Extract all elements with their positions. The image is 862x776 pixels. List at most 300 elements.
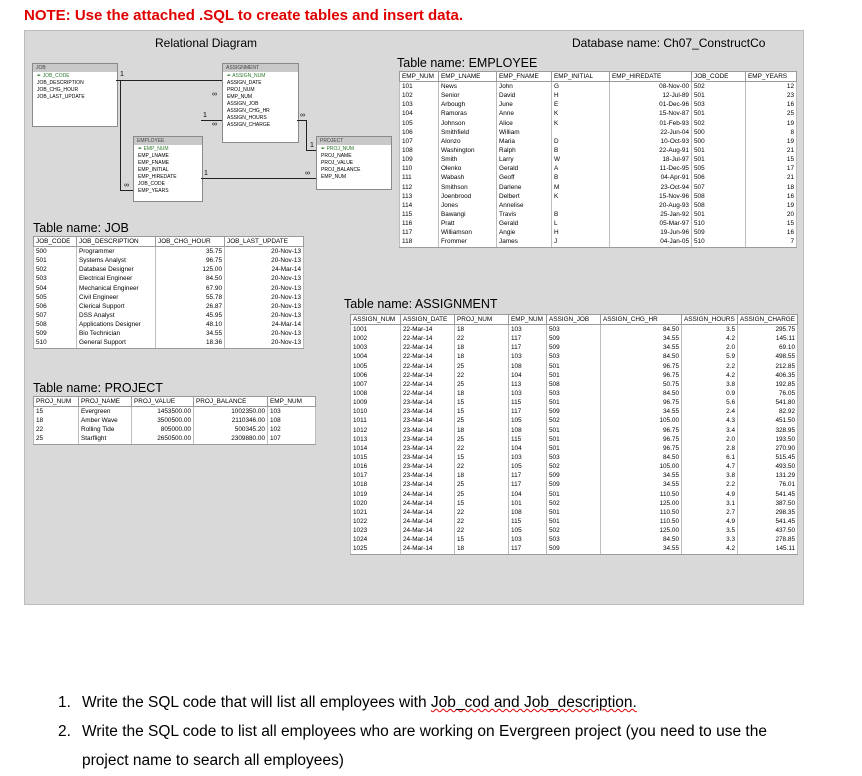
assignment-table: [350, 314, 798, 555]
column-header: EMP_NUM: [509, 315, 547, 325]
table-cell: 6.1: [682, 453, 738, 462]
table-cell: Smithfield: [439, 128, 497, 137]
table-row: [400, 155, 797, 164]
table-cell: 509: [692, 228, 746, 237]
table-cell: 3.8: [682, 471, 738, 480]
table-cell: 111: [400, 173, 439, 182]
table-cell: B: [552, 146, 610, 155]
relation-line: [297, 120, 306, 121]
table-row: [400, 91, 797, 100]
table-cell: 15: [455, 407, 509, 416]
table-cell: H: [552, 228, 610, 237]
table-cell: 212.85: [738, 362, 798, 371]
relational-diagram-heading: Relational Diagram: [155, 36, 258, 50]
table-row: [351, 380, 798, 389]
table-row: [400, 164, 797, 173]
column-header: EMP_LNAME: [439, 72, 497, 82]
table-cell: 20-Nov-13: [225, 338, 304, 348]
table-cell: 192.85: [738, 380, 798, 389]
table-cell: 96.75: [601, 362, 682, 371]
entity-field: EMP_YEARS: [138, 188, 169, 194]
table-cell: Electrical Engineer: [77, 274, 156, 283]
table-cell: 115: [400, 210, 439, 219]
table-row: [34, 274, 304, 283]
table-row: [400, 137, 797, 146]
table-cell: Bio Technician: [77, 329, 156, 338]
table-cell: W: [552, 155, 610, 164]
column-header: ASSIGN_DATE: [401, 315, 455, 325]
table-cell: 22-Mar-14: [401, 362, 455, 371]
question-text: [82, 688, 782, 717]
table-cell: 15-Nov-87: [610, 109, 692, 118]
table-cell: 508: [692, 201, 746, 210]
table-cell: 108: [509, 362, 547, 371]
table-cell: 18: [455, 471, 509, 480]
table-cell: 2.2: [682, 362, 738, 371]
table-cell: 76.05: [738, 389, 798, 398]
column-header: ASSIGN_HOURS: [682, 315, 738, 325]
table-cell: 1025: [351, 544, 401, 554]
cardinality-many: ∞: [212, 91, 217, 98]
table-row: [400, 100, 797, 109]
cardinality-one: 1: [310, 142, 314, 149]
table-cell: 501: [547, 435, 601, 444]
column-header: PROJ_NAME: [79, 397, 132, 407]
table-cell: 515.45: [738, 453, 798, 462]
entity-field: PROJ_BALANCE: [321, 167, 361, 173]
table-cell: 117: [509, 544, 547, 554]
table-cell: 67.90: [156, 284, 225, 293]
table-cell: 24-Mar-14: [401, 508, 455, 517]
table-cell: 34.55: [601, 343, 682, 352]
table-cell: 500345.20: [194, 425, 268, 434]
table-cell: 501: [547, 444, 601, 453]
table-cell: 0.9: [682, 389, 738, 398]
table-cell: 502: [34, 265, 77, 274]
table-row: [351, 398, 798, 407]
primary-key-field: ✒ JOB_CODE: [37, 73, 70, 79]
table-row: [400, 237, 797, 247]
table-cell: 12-Jul-89: [610, 91, 692, 100]
table-cell: 20-Nov-13: [225, 274, 304, 283]
table-cell: 84.50: [156, 274, 225, 283]
table-cell: 278.85: [738, 535, 798, 544]
table-cell: 105.00: [601, 462, 682, 471]
table-cell: 24-Mar-14: [401, 499, 455, 508]
table-cell: 108: [268, 416, 316, 425]
table-row: [400, 82, 797, 92]
table-cell: 23-Mar-14: [401, 480, 455, 489]
table-cell: 23-Oct-94: [610, 183, 692, 192]
table-cell: 501: [692, 109, 746, 118]
relation-line: [116, 80, 222, 81]
table-cell: 22-Mar-14: [401, 352, 455, 361]
cardinality-many: ∞: [124, 182, 129, 189]
table-cell: 4.2: [682, 334, 738, 343]
table-cell: 503: [547, 389, 601, 398]
table-cell: 1005: [351, 362, 401, 371]
table-cell: Amber Wave: [79, 416, 132, 425]
table-cell: Johnson: [439, 119, 497, 128]
table-cell: David: [497, 91, 552, 100]
table-cell: Williamson: [439, 228, 497, 237]
table-row: [351, 444, 798, 453]
table-cell: 107: [268, 434, 316, 444]
entity-field: JOB_CHG_HOUR: [37, 87, 79, 93]
table-cell: 451.50: [738, 416, 798, 425]
table-cell: Bawangi: [439, 210, 497, 219]
table-cell: DSS Analyst: [77, 311, 156, 320]
table-cell: Alonzo: [439, 137, 497, 146]
table-cell: 2309880.00: [194, 434, 268, 444]
table-row: [400, 201, 797, 210]
table-cell: 2.0: [682, 435, 738, 444]
table-cell: 22-Mar-14: [401, 325, 455, 335]
table-cell: 805000.00: [132, 425, 194, 434]
table-cell: 501: [547, 517, 601, 526]
table-row: [34, 311, 304, 320]
job-table: [33, 236, 304, 349]
table-cell: 501: [34, 256, 77, 265]
table-cell: K: [552, 109, 610, 118]
table-cell: 22: [455, 508, 509, 517]
table-row: [351, 416, 798, 425]
table-cell: 387.50: [738, 499, 798, 508]
table-cell: 19-Jun-96: [610, 228, 692, 237]
table-cell: Larry: [497, 155, 552, 164]
table-cell: 1024: [351, 535, 401, 544]
table-cell: 25: [455, 416, 509, 425]
table-row: [351, 480, 798, 489]
entity-project: [316, 136, 392, 190]
question-item: [58, 688, 804, 717]
table-cell: 501: [547, 426, 601, 435]
table-cell: Smithson: [439, 183, 497, 192]
table-cell: 1020: [351, 499, 401, 508]
table-cell: 503: [547, 453, 601, 462]
table-cell: 3.4: [682, 426, 738, 435]
table-cell: 15: [34, 407, 79, 417]
table-cell: 20-Nov-13: [225, 293, 304, 302]
table-cell: 08-Nov-00: [610, 82, 692, 92]
table-cell: 502: [547, 499, 601, 508]
question-number: 1.: [58, 694, 71, 711]
table-cell: 22-Mar-14: [401, 343, 455, 352]
table-cell: K: [552, 192, 610, 201]
table-cell: 509: [34, 329, 77, 338]
table-cell: [552, 201, 610, 210]
column-header: JOB_CHG_HOUR: [156, 237, 225, 247]
table-cell: 7: [746, 237, 797, 247]
question-number: 2.: [58, 723, 71, 740]
table-row: [351, 426, 798, 435]
table-cell: 102: [400, 91, 439, 100]
table-cell: 16: [746, 100, 797, 109]
column-header: ASSIGN_CHARGE: [738, 315, 798, 325]
table-cell: 96.75: [601, 398, 682, 407]
table-cell: 508: [547, 380, 601, 389]
table-cell: [552, 128, 610, 137]
table-cell: 106: [400, 128, 439, 137]
table-cell: Gerald: [497, 164, 552, 173]
table-cell: 24-Mar-14: [225, 265, 304, 274]
table-cell: 22-Mar-14: [401, 389, 455, 398]
table-cell: 20-Aug-93: [610, 201, 692, 210]
relation-line: [201, 178, 316, 179]
column-header: EMP_NUM: [268, 397, 316, 407]
table-cell: 69.10: [738, 343, 798, 352]
table-cell: 15-Nov-96: [610, 192, 692, 201]
table-cell: 510: [692, 219, 746, 228]
table-cell: 1017: [351, 471, 401, 480]
table-cell: 103: [509, 453, 547, 462]
table-cell: 105: [509, 416, 547, 425]
table-cell: 1023: [351, 526, 401, 535]
table-row: [351, 343, 798, 352]
table-cell: 04-Apr-91: [610, 173, 692, 182]
table-cell: 15: [746, 155, 797, 164]
table-row: [34, 284, 304, 293]
table-cell: 2.4: [682, 407, 738, 416]
table-cell: 501: [692, 146, 746, 155]
table-cell: Wabash: [439, 173, 497, 182]
table-cell: 24-Mar-14: [401, 517, 455, 526]
table-cell: 34.55: [601, 544, 682, 554]
table-row: [351, 462, 798, 471]
table-cell: Pratt: [439, 219, 497, 228]
table-cell: 23-Mar-14: [401, 444, 455, 453]
entity-field: EMP_NUM: [321, 174, 347, 180]
table-cell: 103: [268, 407, 316, 417]
table-cell: 24-Mar-14: [225, 320, 304, 329]
table-cell: 501: [547, 371, 601, 380]
table-cell: 5.6: [682, 398, 738, 407]
table-cell: 23-Mar-14: [401, 407, 455, 416]
table-cell: 1011: [351, 416, 401, 425]
table-cell: G: [552, 82, 610, 92]
table-cell: 1002350.00: [194, 407, 268, 417]
table-row: [351, 435, 798, 444]
table-cell: Arbough: [439, 100, 497, 109]
table-cell: 23-Mar-14: [401, 462, 455, 471]
table-row: [34, 338, 304, 348]
table-row: [400, 192, 797, 201]
table-cell: A: [552, 164, 610, 173]
table-cell: 101: [400, 82, 439, 92]
table-cell: 12: [746, 82, 797, 92]
cardinality-many: ∞: [300, 112, 305, 119]
table-row: [34, 434, 316, 444]
table-cell: 1016: [351, 462, 401, 471]
table-row: [400, 183, 797, 192]
table-cell: 20-Nov-13: [225, 247, 304, 257]
table-row: [351, 352, 798, 361]
table-cell: 508: [692, 192, 746, 201]
table-cell: Angie: [497, 228, 552, 237]
table-cell: E: [552, 100, 610, 109]
table-cell: 50.75: [601, 380, 682, 389]
table-cell: 1022: [351, 517, 401, 526]
table-cell: 125.00: [156, 265, 225, 274]
table-cell: 21: [746, 146, 797, 155]
table-cell: 2110346.00: [194, 416, 268, 425]
cardinality-many: ∞: [212, 121, 217, 128]
table-cell: 103: [509, 325, 547, 335]
table-cell: 18: [34, 416, 79, 425]
table-cell: 34.55: [601, 471, 682, 480]
table-cell: 34.55: [156, 329, 225, 338]
table-cell: Applications Designer: [77, 320, 156, 329]
table-cell: Annelise: [497, 201, 552, 210]
table-cell: 3.1: [682, 499, 738, 508]
table-cell: 17: [746, 164, 797, 173]
entity-field: PROJ_VALUE: [321, 160, 354, 166]
entity-field: ASSIGN_DATE: [227, 80, 262, 86]
table-cell: 18: [455, 352, 509, 361]
table-cell: Programmer: [77, 247, 156, 257]
table-cell: 500: [692, 128, 746, 137]
table-cell: 1008: [351, 389, 401, 398]
questions-list: [58, 688, 804, 775]
table-cell: 2.0: [682, 343, 738, 352]
table-cell: B: [552, 173, 610, 182]
table-cell: 108: [509, 426, 547, 435]
table-cell: 1002: [351, 334, 401, 343]
table-cell: 506: [34, 302, 77, 311]
table-row: [34, 293, 304, 302]
table-cell: 328.95: [738, 426, 798, 435]
table-cell: 23-Mar-14: [401, 416, 455, 425]
question-text-part: Write the SQL code that will list all employees with: [82, 694, 431, 711]
relation-line: [120, 190, 133, 191]
table-cell: 22-Mar-14: [401, 334, 455, 343]
table-cell: 96.75: [156, 256, 225, 265]
entity-employee: [133, 136, 203, 202]
column-header: PROJ_NUM: [34, 397, 79, 407]
table-cell: D: [552, 137, 610, 146]
table-cell: John: [497, 82, 552, 92]
table-cell: 20-Nov-13: [225, 302, 304, 311]
column-header: EMP_NUM: [400, 72, 439, 82]
table-cell: 108: [400, 146, 439, 155]
table-row: [351, 490, 798, 499]
table-cell: 504: [34, 284, 77, 293]
table-cell: 125.00: [601, 526, 682, 535]
table-cell: 24-Mar-14: [401, 490, 455, 499]
table-cell: Ramoras: [439, 109, 497, 118]
column-header: PROJ_BALANCE: [194, 397, 268, 407]
table-cell: Starflight: [79, 434, 132, 444]
table-cell: 25: [455, 380, 509, 389]
table-cell: 24-Mar-14: [401, 535, 455, 544]
table-cell: 104: [400, 109, 439, 118]
column-header: EMP_INITIAL: [552, 72, 610, 82]
entity-fields: [223, 72, 298, 130]
table-cell: 493.50: [738, 462, 798, 471]
column-header: PROJ_VALUE: [132, 397, 194, 407]
table-cell: 25-Jan-92: [610, 210, 692, 219]
entity-fields: [317, 145, 391, 182]
entity-field: JOB_DESCRIPTION: [37, 80, 84, 86]
table-cell: Civil Engineer: [77, 293, 156, 302]
table-cell: 22: [455, 444, 509, 453]
table-cell: M: [552, 183, 610, 192]
table-cell: 19: [746, 137, 797, 146]
table-cell: 104: [509, 444, 547, 453]
table-cell: 503: [547, 535, 601, 544]
table-cell: 82.92: [738, 407, 798, 416]
table-cell: 105: [400, 119, 439, 128]
entity-fields: [134, 145, 202, 196]
table-row: [351, 517, 798, 526]
entity-field: EMP_FNAME: [138, 160, 170, 166]
entity-field: JOB_LAST_UPDATE: [37, 94, 85, 100]
table-cell: 4.3: [682, 416, 738, 425]
table-cell: 16: [746, 228, 797, 237]
table-cell: Senior: [439, 91, 497, 100]
table-cell: 1003: [351, 343, 401, 352]
table-cell: 2650500.00: [132, 434, 194, 444]
table-cell: 103: [509, 352, 547, 361]
table-cell: 24-Mar-14: [401, 544, 455, 554]
table-row: [351, 508, 798, 517]
table-row: [34, 302, 304, 311]
table-cell: L: [552, 219, 610, 228]
column-header: EMP_HIREDATE: [610, 72, 692, 82]
table-cell: 3.3: [682, 535, 738, 544]
table-cell: Gerald: [497, 219, 552, 228]
table-cell: 115: [509, 517, 547, 526]
column-header: JOB_LAST_UPDATE: [225, 237, 304, 247]
table-cell: 505: [692, 164, 746, 173]
table-cell: 48.10: [156, 320, 225, 329]
table-cell: 116: [400, 219, 439, 228]
table-row: [34, 425, 316, 434]
table-cell: Rolling Tide: [79, 425, 132, 434]
table-cell: 19: [746, 201, 797, 210]
table-cell: 34.55: [601, 480, 682, 489]
table-cell: 23-Mar-14: [401, 426, 455, 435]
table-cell: 18: [455, 325, 509, 335]
table-cell: Jones: [439, 201, 497, 210]
table-cell: Alice: [497, 119, 552, 128]
cardinality-one: 1: [204, 170, 208, 177]
table-row: [400, 173, 797, 182]
table-cell: 541.80: [738, 398, 798, 407]
table-cell: 502: [692, 119, 746, 128]
table-cell: 117: [509, 334, 547, 343]
entity-field: PROJ_NUM: [227, 87, 255, 93]
table-cell: 96.75: [601, 435, 682, 444]
table-cell: 1453500.00: [132, 407, 194, 417]
table-cell: 1019: [351, 490, 401, 499]
table-cell: 502: [692, 82, 746, 92]
table-cell: 500: [34, 247, 77, 257]
table-row: [351, 407, 798, 416]
table-row: [400, 219, 797, 228]
table-cell: 22: [455, 462, 509, 471]
table-cell: 1018: [351, 480, 401, 489]
table-row: [351, 471, 798, 480]
table-cell: Anne: [497, 109, 552, 118]
table-row: [351, 453, 798, 462]
table-cell: 22-Aug-91: [610, 146, 692, 155]
table-cell: 15: [455, 499, 509, 508]
table-cell: 502: [547, 526, 601, 535]
table-cell: 34.55: [601, 334, 682, 343]
table-cell: 23-Mar-14: [401, 398, 455, 407]
question-underlined-text: Job_cod and Job_description.: [430, 694, 637, 711]
